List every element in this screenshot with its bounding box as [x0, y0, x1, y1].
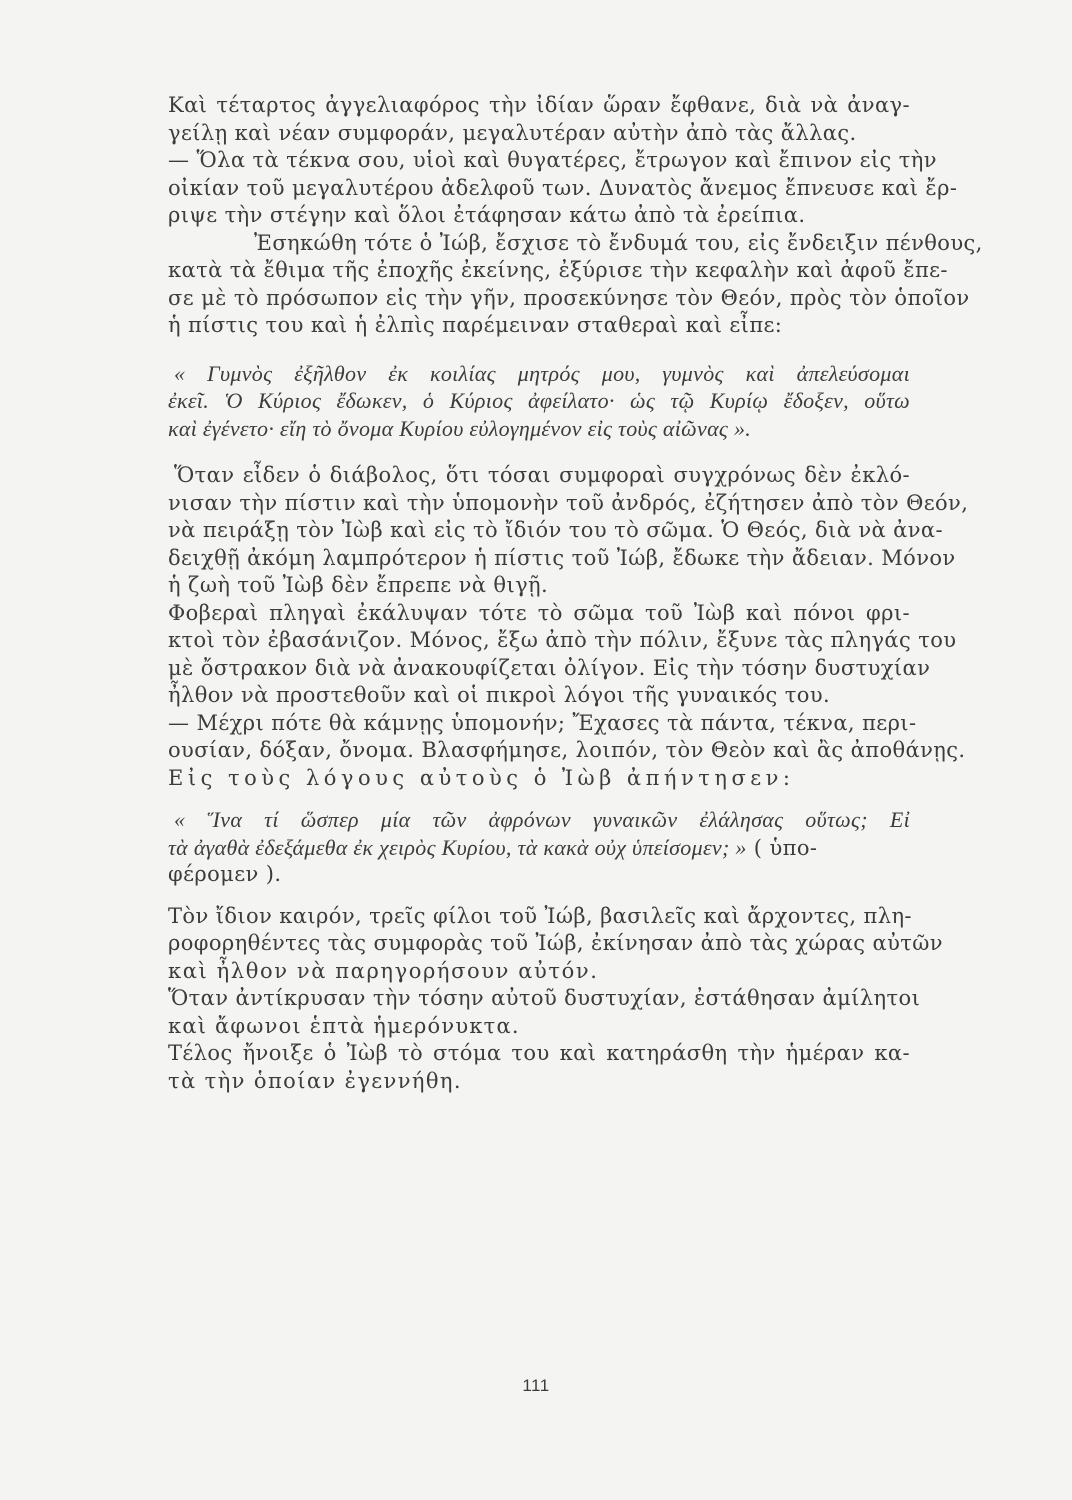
text-line: νὰ πειράξῃ τὸν Ἰὼβ καὶ εἰς τὸ ἴδιόν του τὸ σῶμα. Ὁ Θεός, διὰ νὰ ἀνα-: [168, 518, 943, 542]
text-line: τὰ τὴν ὁποίαν ἐγεννήθη.: [168, 1068, 462, 1093]
text-line: δειχθῇ ἀκόμη λαμπρότερον ἡ πίστις τοῦ Ἰώβ, ἔδωκε τὴν ἄδειαν. Μόνον: [168, 545, 956, 570]
quote-line: τὰ ἀγαθὰ ἐδεξάμεθα ἐκ χειρὸς Κυρίου, τὰ κακὰ οὐχ ὑπείσομεν; »: [168, 834, 747, 860]
text-line: γείλῃ καὶ νέαν συμφοράν, μεγαλυτέραν αὐτὴν ἀπὸ τὰς ἄλλας.: [168, 120, 857, 145]
text-line: Εἰς τοὺς λόγους αὐτοὺς ὁ Ἰὼβ ἀπήντησεν:: [168, 765, 795, 790]
text-line: Τὸν ἴδιον καιρόν, τρεῖς φίλοι τοῦ Ἰώβ, βασιλεῖς καὶ ἄρχοντες, πλη-: [168, 903, 912, 928]
page-text: [168, 92, 983, 1095]
text-fragment: ( ὑπο-: [753, 835, 818, 860]
text-line: — Ὅλα τὰ τέκνα σου, υἱοὶ καὶ θυγατέρες, ἔτρωγον καὶ ἔπινον εἰς τὴν: [168, 148, 937, 172]
text-line: κτοὶ τὸν ἐβασάνιζον. Μόνος, ἔξω ἀπὸ τὴν πόλιν, ἔξυνε τὰς πληγάς του: [168, 628, 957, 652]
text-line: ἦλθον νὰ προστεθοῦν καὶ οἱ πικροὶ λόγοι τῆς γυναικός του.: [168, 683, 831, 707]
text-line: ροφορηθέντες τὰς συμφορὰς τοῦ Ἰώβ, ἐκίνησαν ἀπὸ τὰς χώρας αὐτῶν: [168, 931, 943, 955]
text-line: καὶ ἄφωνοι ἑπτὰ ἡμερόνυκτα.: [168, 1013, 520, 1038]
text-line: Φοβεραὶ πληγαὶ ἐκάλυψαν τότε τὸ σῶμα τοῦ Ἰὼβ καὶ πόνοι φρι-: [168, 600, 910, 625]
quote-line: ἐκεῖ. Ὁ Κύριος ἔδωκεν, ὁ Κύριος ἀφείλατο· ὡς τῷ Κυρίῳ ἔδοξεν, οὕτω: [168, 388, 910, 413]
text-line: ουσίαν, δόξαν, ὄνομα. Βλασφήμησε, λοιπόν, τὸν Θεὸν καὶ ἂς ἀποθάνῃς.: [168, 738, 966, 762]
page-number: 111: [522, 1376, 550, 1395]
text-line: ριψε τὴν στέγην καὶ ὅλοι ἐτάφησαν κάτω ἀπὸ τὰ ἐρείπια.: [168, 203, 806, 227]
text-line: Καὶ τέταρτος ἀγγελιαφόρος τὴν ἰδίαν ὥραν ἔφθανε, διὰ νὰ ἀναγ-: [168, 93, 910, 117]
text-line: οἰκίαν τοῦ μεγαλυτέρου ἀδελφοῦ των. Δυνατὸς ἄνεμος ἔπνευσε καὶ ἔρ-: [168, 175, 958, 200]
quote-line: καὶ ἐγένετο· εἴη τὸ ὄνομα Κυρίου εὐλογημένον εἰς τοὺς αἰῶνας ».: [168, 415, 752, 441]
text-line: ἡ πίστις του καὶ ἡ ἐλπὶς παρέμειναν σταθεραὶ καὶ εἶπε:: [168, 313, 783, 337]
text-line: νισαν τὴν πίστιν καὶ τὴν ὑπομονὴν τοῦ ἀνδρός, ἐζήτησεν ἀπὸ τὸν Θεόν,: [168, 490, 969, 515]
text-line: καὶ ἦλθον νὰ παρηγορήσουν αὐτόν.: [168, 958, 599, 983]
text-line: κατὰ τὰ ἔθιμα τῆς ἐποχῆς ἐκείνης, ἐξύρισε τὴν κεφαλὴν καὶ ἀφοῦ ἔπε-: [168, 258, 948, 282]
text-line: Ὅταν εἶδεν ὁ διάβολος, ὅτι τόσαι συμφοραὶ συγχρόνως δὲν ἐκλό-: [174, 463, 910, 487]
text-line: μὲ ὄστρακον διὰ νὰ ἀνακουφίζεται ὀλίγον. Εἰς τὴν τόσην δυστυχίαν: [168, 655, 931, 680]
quote-line: « Ἵνα τί ὥσπερ μία τῶν ἀφρόνων γυναικῶν ἐλάλησας οὕτως; Εἰ: [174, 807, 910, 832]
text-line: φέρομεν ).: [168, 862, 282, 886]
quote-line-wrapper: [168, 834, 910, 862]
text-line: — Μέχρι πότε θὰ κάμνῃς ὑπομονήν; Ἔχασες τὰ πάντα, τέκνα, περι-: [168, 710, 917, 735]
text-line: ἡ ζωὴ τοῦ Ἰὼβ δὲν ἔπρεπε νὰ θιγῇ.: [168, 573, 549, 597]
quote-line: « Γυμνὸς ἐξῆλθον ἐκ κοιλίας μητρός μου, γυμνὸς καὶ ἀπελεύσομαι: [174, 360, 910, 386]
text-line: Τέλος ἤνοιξε ὁ Ἰὼβ τὸ στόμα του καὶ κατηράσθη τὴν ἡμέραν κα-: [168, 1041, 910, 1065]
text-line: σε μὲ τὸ πρόσωπον εἰς τὴν γῆν, προσεκύνησε τὸν Θεόν, πρὸς τὸν ὁποῖον: [168, 285, 970, 310]
text-line: Ἐσηκώθη τότε ὁ Ἰώβ, ἔσχισε τὸ ἔνδυμά του, εἰς ἔνδειξιν πένθους,: [254, 230, 983, 255]
text-line: Ὅταν ἀντίκρυσαν τὴν τόσην αὐτοῦ δυστυχίαν, ἐστάθησαν ἀμίλητοι: [168, 986, 921, 1010]
